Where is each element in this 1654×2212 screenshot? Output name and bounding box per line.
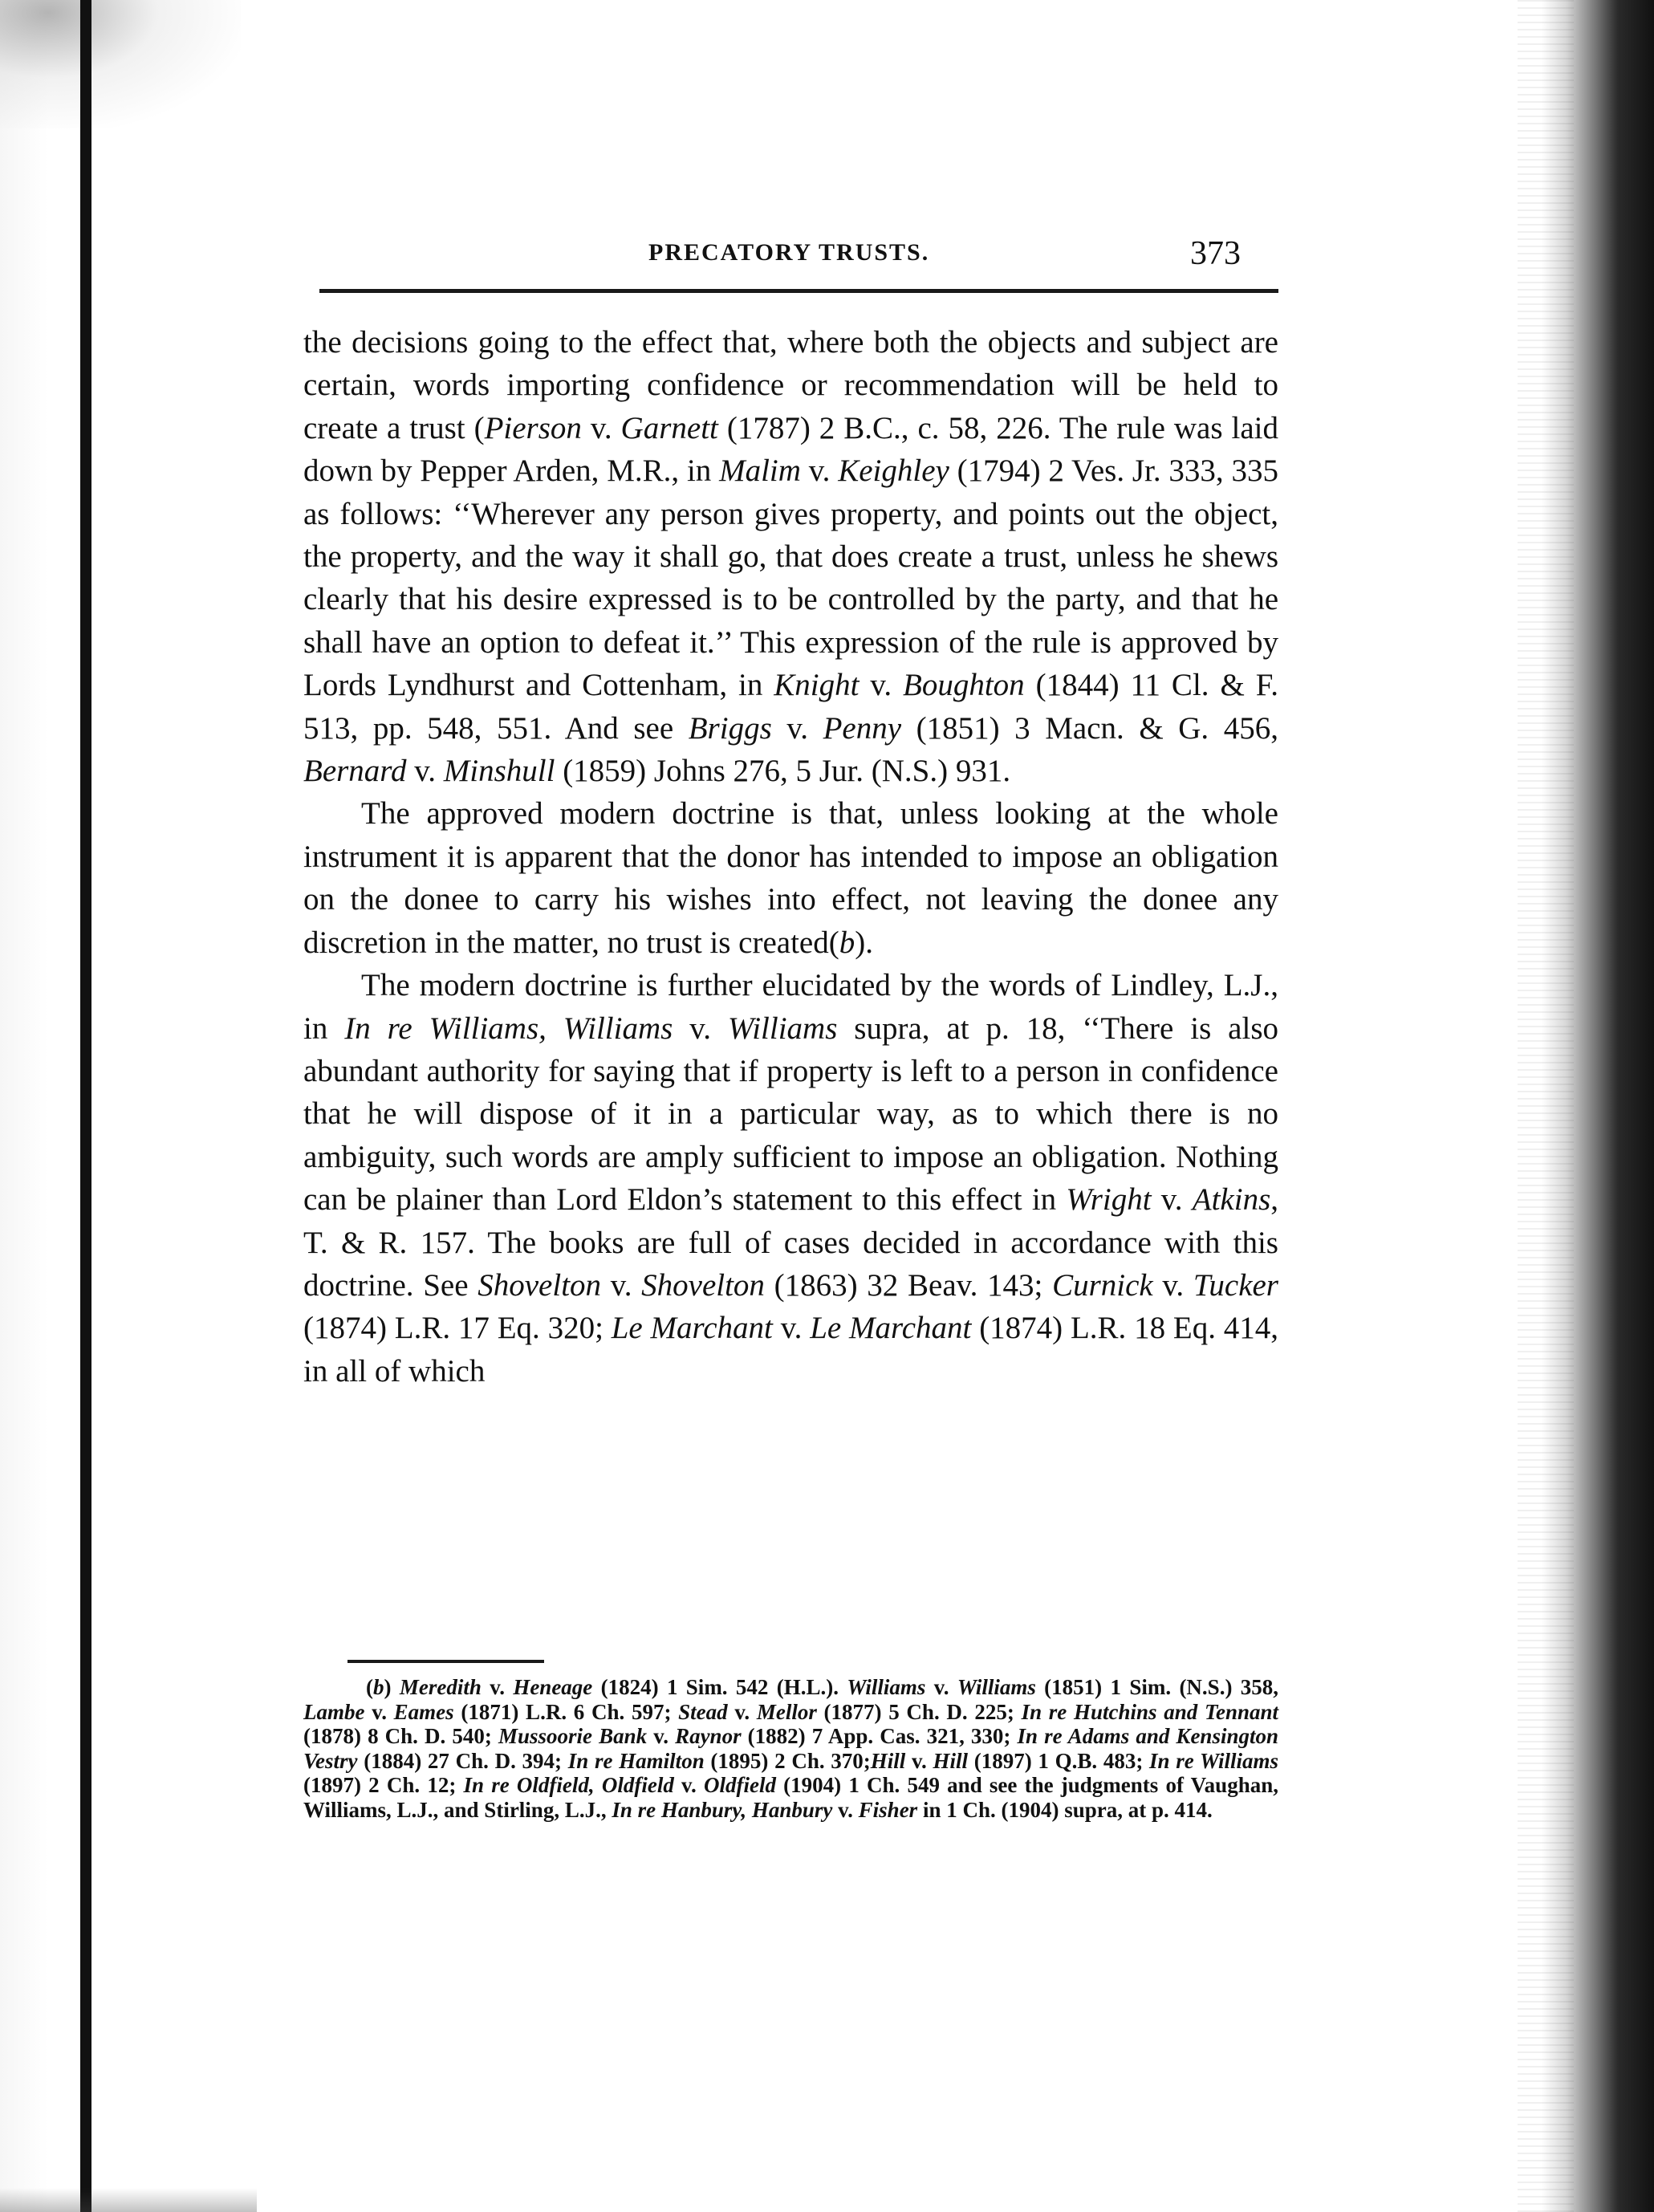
body-text bbox=[303, 321, 1278, 1393]
running-title: PRECATORY TRUSTS. bbox=[648, 239, 930, 266]
scan-shadow-bottom bbox=[0, 2188, 257, 2212]
footnote-rule bbox=[347, 1660, 544, 1663]
page-number: 373 bbox=[1190, 235, 1241, 272]
binding-edge bbox=[80, 0, 91, 2212]
footnote-text: (b) Meredith v. Heneage (1824) 1 Sim. 542 (H.L.). Williams v. Williams (1851) 1 Sim. (N.S.) 358, Lambe v. Eames (1871) L.R. 6 Ch. 597; Stead v. Mellor (1877) 5 Ch. D. 225; In re Hutchins and Tennant (1878) 8 Ch. D. 540; Mussoorie Bank v. Raynor (1882) 7 App. Cas. 321, 330; In re Adams and Kensington Vestry (1884) 27 Ch. D. 394; In re Hamilton (1895) 2 Ch. 370;Hill v. Hill (1897) 1 Q.B. 483; In re Williams (1897) 2 Ch. 12; In re Oldfield, Oldfield v. Oldfield (1904) 1 Ch. 549 and see the judgments of Vaughan, Williams, L.J., and Stirling, L.J., In re Hanbury, Hanbury v. Fisher in 1 Ch. (1904) supra, at p. 414. bbox=[303, 1675, 1279, 1822]
scan-noise bbox=[1518, 0, 1574, 2212]
page-header bbox=[0, 0, 1654, 289]
header-rule bbox=[319, 289, 1278, 293]
paragraph: The approved modern doctrine is that, unless looking at the whole instrument it is apparent that the donor has intended to impose an obligation on the donee to carry his wishes into effect, not leaving the donee any discretion in the matter, no trust is created(b). bbox=[303, 796, 1278, 960]
footnote bbox=[303, 1675, 1278, 1822]
paragraph: The modern doctrine is further elucidated by the words of Lindley, L.J., in In re Williams, Williams v. Williams supra, at p. 18, ‘‘There is also abundant authority for saying that if property is left to a person in confidence that he will dispose of it in a particular way, as to which there is no ambiguity, such words are amply sufficient to impose an obligation. Nothing can be plainer than Lord Eldon’s statement to this effect in Wright v. Atkins, T. & R. 157. The books are full of cases decided in accordance with this doctrine. See Shovelton v. Shovelton (1863) 32 Beav. 143; Curnick v. Tucker (1874) L.R. 17 Eq. 320; Le Marchant v. Le Marchant (1874) L.R. 18 Eq. 414, in all of which bbox=[303, 968, 1279, 1389]
paragraph: the decisions going to the effect that, where both the objects and subject are certain, words importing confidence or recommendation will be held to create a trust (Pierson v. Garnett (1787) 2 B.C., c. 58, 226. The rule was laid down by Pepper Arden, M.R., in Malim v. Keighley (1794) 2 Ves. Jr. 333, 335 as follows: ‘‘Wherever any person gives property, and points out the object, the property, and the way it shall go, that does create a trust, unless he shews clearly that his desire expressed is to be controlled by the party, and that he shall have an option to defeat it.’’ This expression of the rule is approved by Lords Lyndhurst and Cottenham, in Knight v. Boughton (1844) 11 Cl. & F. 513, pp. 548, 551. And see Briggs v. Penny (1851) 3 Macn. & G. 456, Bernard v. Minshull (1859) Johns 276, 5 Jur. (N.S.) 931. bbox=[303, 325, 1279, 789]
